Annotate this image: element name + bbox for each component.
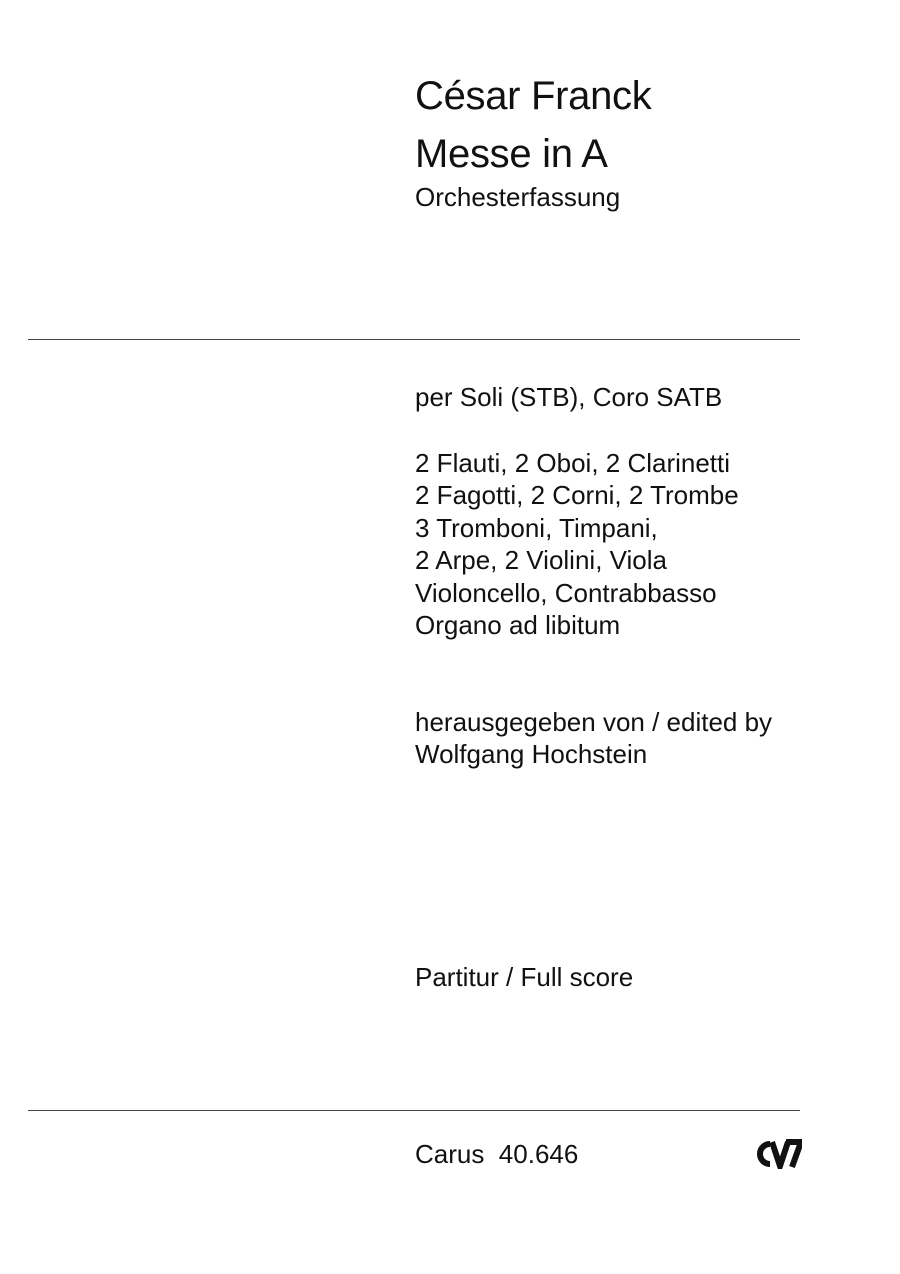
editor-name: Wolfgang Hochstein	[415, 739, 648, 769]
catalog-number: Carus 40.646	[415, 1139, 579, 1169]
bottom-divider	[28, 1110, 800, 1111]
top-divider	[28, 339, 800, 340]
instrumentation-list	[415, 447, 739, 641]
instrumentation-line: 2 Arpe, 2 Violini, Viola	[415, 545, 667, 576]
work-title: Messe in A	[415, 132, 608, 176]
editor-block	[415, 706, 772, 770]
voices-line: per Soli (STB), Coro SATB	[415, 382, 723, 412]
instrumentation-line: 2 Fagotti, 2 Corni, 2 Trombe	[415, 480, 739, 511]
instrumentation-line: 2 Flauti, 2 Oboi, 2 Clarinetti	[415, 448, 731, 478]
instrumentation-line: Organo ad libitum	[415, 609, 621, 640]
carus-logo-icon	[750, 1139, 802, 1169]
instrumentation-line: Violoncello, Contrabbasso	[415, 577, 717, 608]
editor-label: herausgegeben von / edited by	[415, 707, 773, 737]
score-type: Partitur / Full score	[415, 962, 634, 992]
work-subtitle: Orchesterfassung	[415, 182, 621, 212]
instrumentation-line: 3 Tromboni, Timpani,	[415, 512, 658, 543]
composer-name: César Franck	[415, 74, 652, 118]
